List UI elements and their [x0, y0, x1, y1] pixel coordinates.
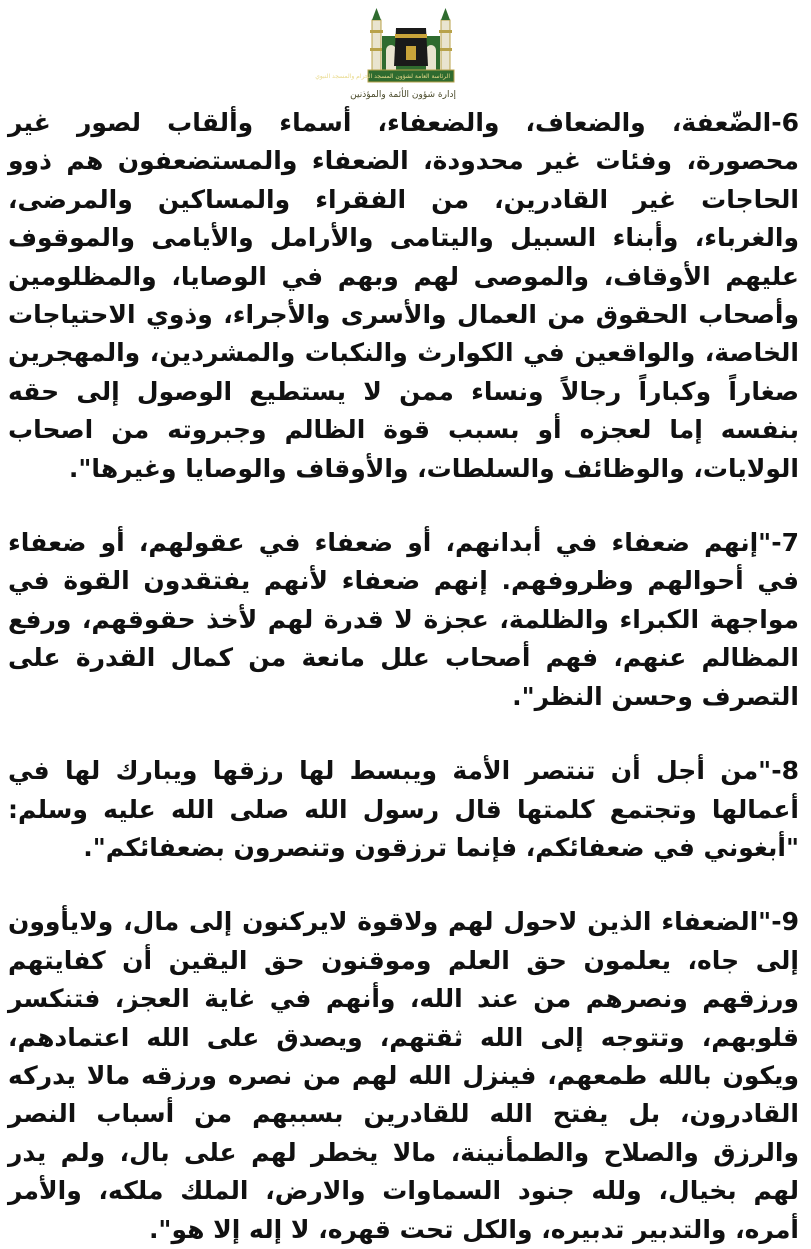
document-body: [8, 104, 799, 1249]
logo-caption: إدارة شؤون الأئمة والمؤذنين: [350, 90, 456, 100]
paragraph-6: 6-الضّعفة، والضعاف، والضعفاء، أسماء وألقاب لصور غير محصورة، وفئات غير محدودة، الضعفاء والمستضعفون هم ذوو الحاجات غير القادرين، من الفقراء والمساكين والمرضى، والغرباء، وأبناء السبيل واليتامى والأرامل والأيامى والموقوف عليهم الأوقاف، والموصى لهم وبهم في الوصايا، والمظلومين وأصحاب الحقوق من العمال والأسرى والأجراء، وذوي الاحتياجات الخاصة، والواقعين في الكوارث والنكبات والمشردين، والمهجرين صغاراً وكباراً رجالاً ونساء ممن لا يستطيع الوصول إلى حقه بنفسه إما لعجزه أو بسبب قوة الظالم وجبروته من اصحاب الولايات، والوظائف والسلطات، والأوقاف والوصايا وغيرها".: [8, 108, 799, 483]
logo-banner-text: الرئاسة العامة لشؤون المسجد الحرام والمسجد النبوي: [315, 73, 450, 80]
paragraph-8: 8-"من أجل أن تنتصر الأمة ويبسط لها رزقها ويبارك لها في أعمالها وتجتمع كلمتها قال رسول الله صلى الله عليه وسلم: "أبغوني في ضعفائكم، فإنما ترزقون وتنصرون بضعفائكم".: [8, 756, 799, 862]
paragraph-7: 7-"إنهم ضعفاء في أبدانهم، أو ضعفاء في عقولهم، أو ضعفاء في أحوالهم وظروفهم. إنهم ضعفاء لأنهم يفتقدون القوة في مواجهة الكبراء والظلمة، عجزة لا قدرة لهم لأخذ حقوقهم، ورفع المظالم عنهم، فهم أصحاب علل مانعة من كمال القدرة على التصرف وحسن النظر".: [8, 528, 799, 711]
logo: [315, 6, 456, 104]
paragraph-9: 9-"الضعفاء الذين لاحول لهم ولاقوة لايركنون إلى مال، ولايأوون إلى جاه، يعلمون حق العلم وموقنون حق اليقين أن كفايتهم ورزقهم ونصرهم من عند الله، وأنهم في غاية العجز، فتنكسر قلوبهم، وتتوجه إلى الله ثقتهم، ويصدق على الله اعتمادهم، ويكون بالله طمعهم، فينزل الله لهم من نصره ورزقه مالا يدركه القادرون، بل يفتح الله للقادرين بسببهم من أسباب النصر والرزق والصلاح والطمأنينة، مالا يخطر لهم على بال، ولم يدر لهم بخيال، ولله جنود السماوات والارض، الملك ملكه، والأمر أمره، والتدبير تدبيره، والكل تحت قهره، لا إله إلا هو".: [8, 907, 799, 1244]
